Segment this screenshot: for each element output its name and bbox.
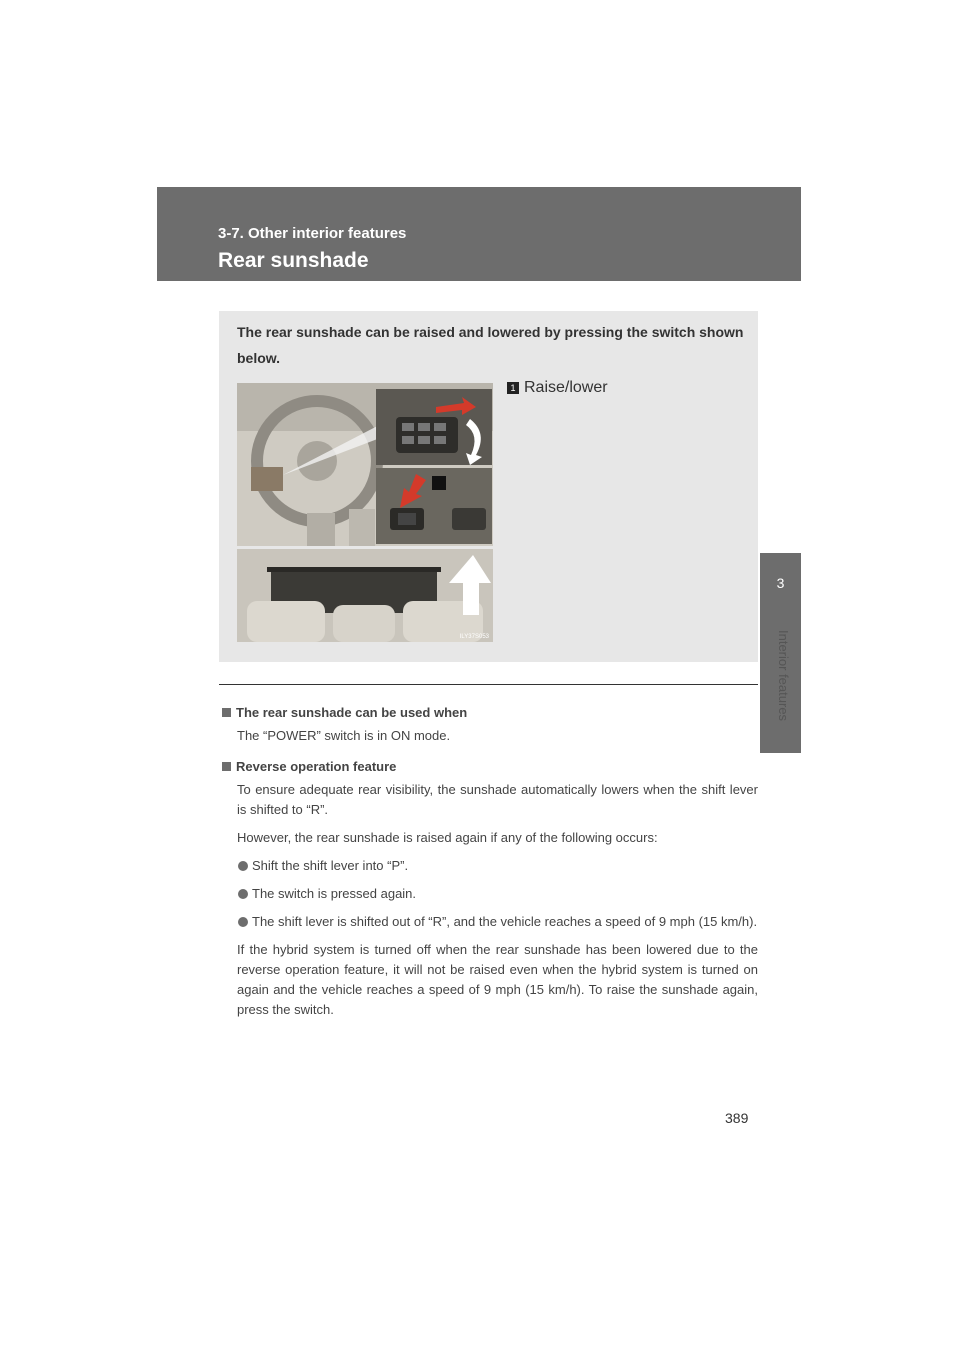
reverse-paragraph-3: If the hybrid system is turned off when the rear sunshade has been lowered due to the reverse operation feature, it will not be raised even when the hybrid system is turned on again and the vehicle reaches a speed of 9 mph (15 km/h). To raise the sunshade again, press the switch. <box>237 942 758 1017</box>
page-title: Rear sunshade <box>218 249 369 272</box>
note-heading-usage: The rear sunshade can be used when <box>222 700 758 726</box>
switch-panel-photo <box>376 389 492 465</box>
callout-raise-lower <box>507 379 608 397</box>
intro-text: The rear sunshade can be raised and lowered by pressing the switch shown below. <box>237 324 744 366</box>
photo-code: ILY37S053 <box>459 634 489 640</box>
page-number: 389 <box>725 1110 749 1126</box>
chapter-number: 3 <box>776 575 785 591</box>
sunshade-switch-photo <box>376 468 492 544</box>
section-divider <box>219 684 758 685</box>
bullet-item: The switch is pressed again. <box>237 884 758 904</box>
note-text-usage: The “POWER” switch is in ON mode. <box>237 728 451 743</box>
bullet-item: Shift the shift lever into “P”. <box>237 856 758 876</box>
rear-window-illustration <box>237 549 493 642</box>
note-heading-reverse: Reverse operation feature <box>222 754 758 780</box>
info-box <box>219 311 758 662</box>
chapter-label: Interior features <box>776 630 791 722</box>
bullet-item: The shift lever is shifted out of “R”, and the vehicle reaches a speed of 9 mph (15 km/h). <box>237 912 758 932</box>
rear-window-photo <box>237 549 493 642</box>
notes-section <box>222 700 758 1028</box>
callout-label: Raise/lower <box>524 379 608 396</box>
reverse-paragraph-1: To ensure adequate rear visibility, the sunshade automatically lowers when the shift lever is shifted to “R”. <box>237 782 758 817</box>
reverse-paragraph-2: However, the rear sunshade is raised again if any of the following occurs: <box>237 830 658 845</box>
header-band <box>157 187 801 281</box>
section-label: 3-7. Other interior features <box>218 225 407 242</box>
switch-panel-illustration <box>376 389 492 465</box>
sunshade-switch-illustration <box>376 468 492 544</box>
callout-number: 1 <box>507 382 519 394</box>
